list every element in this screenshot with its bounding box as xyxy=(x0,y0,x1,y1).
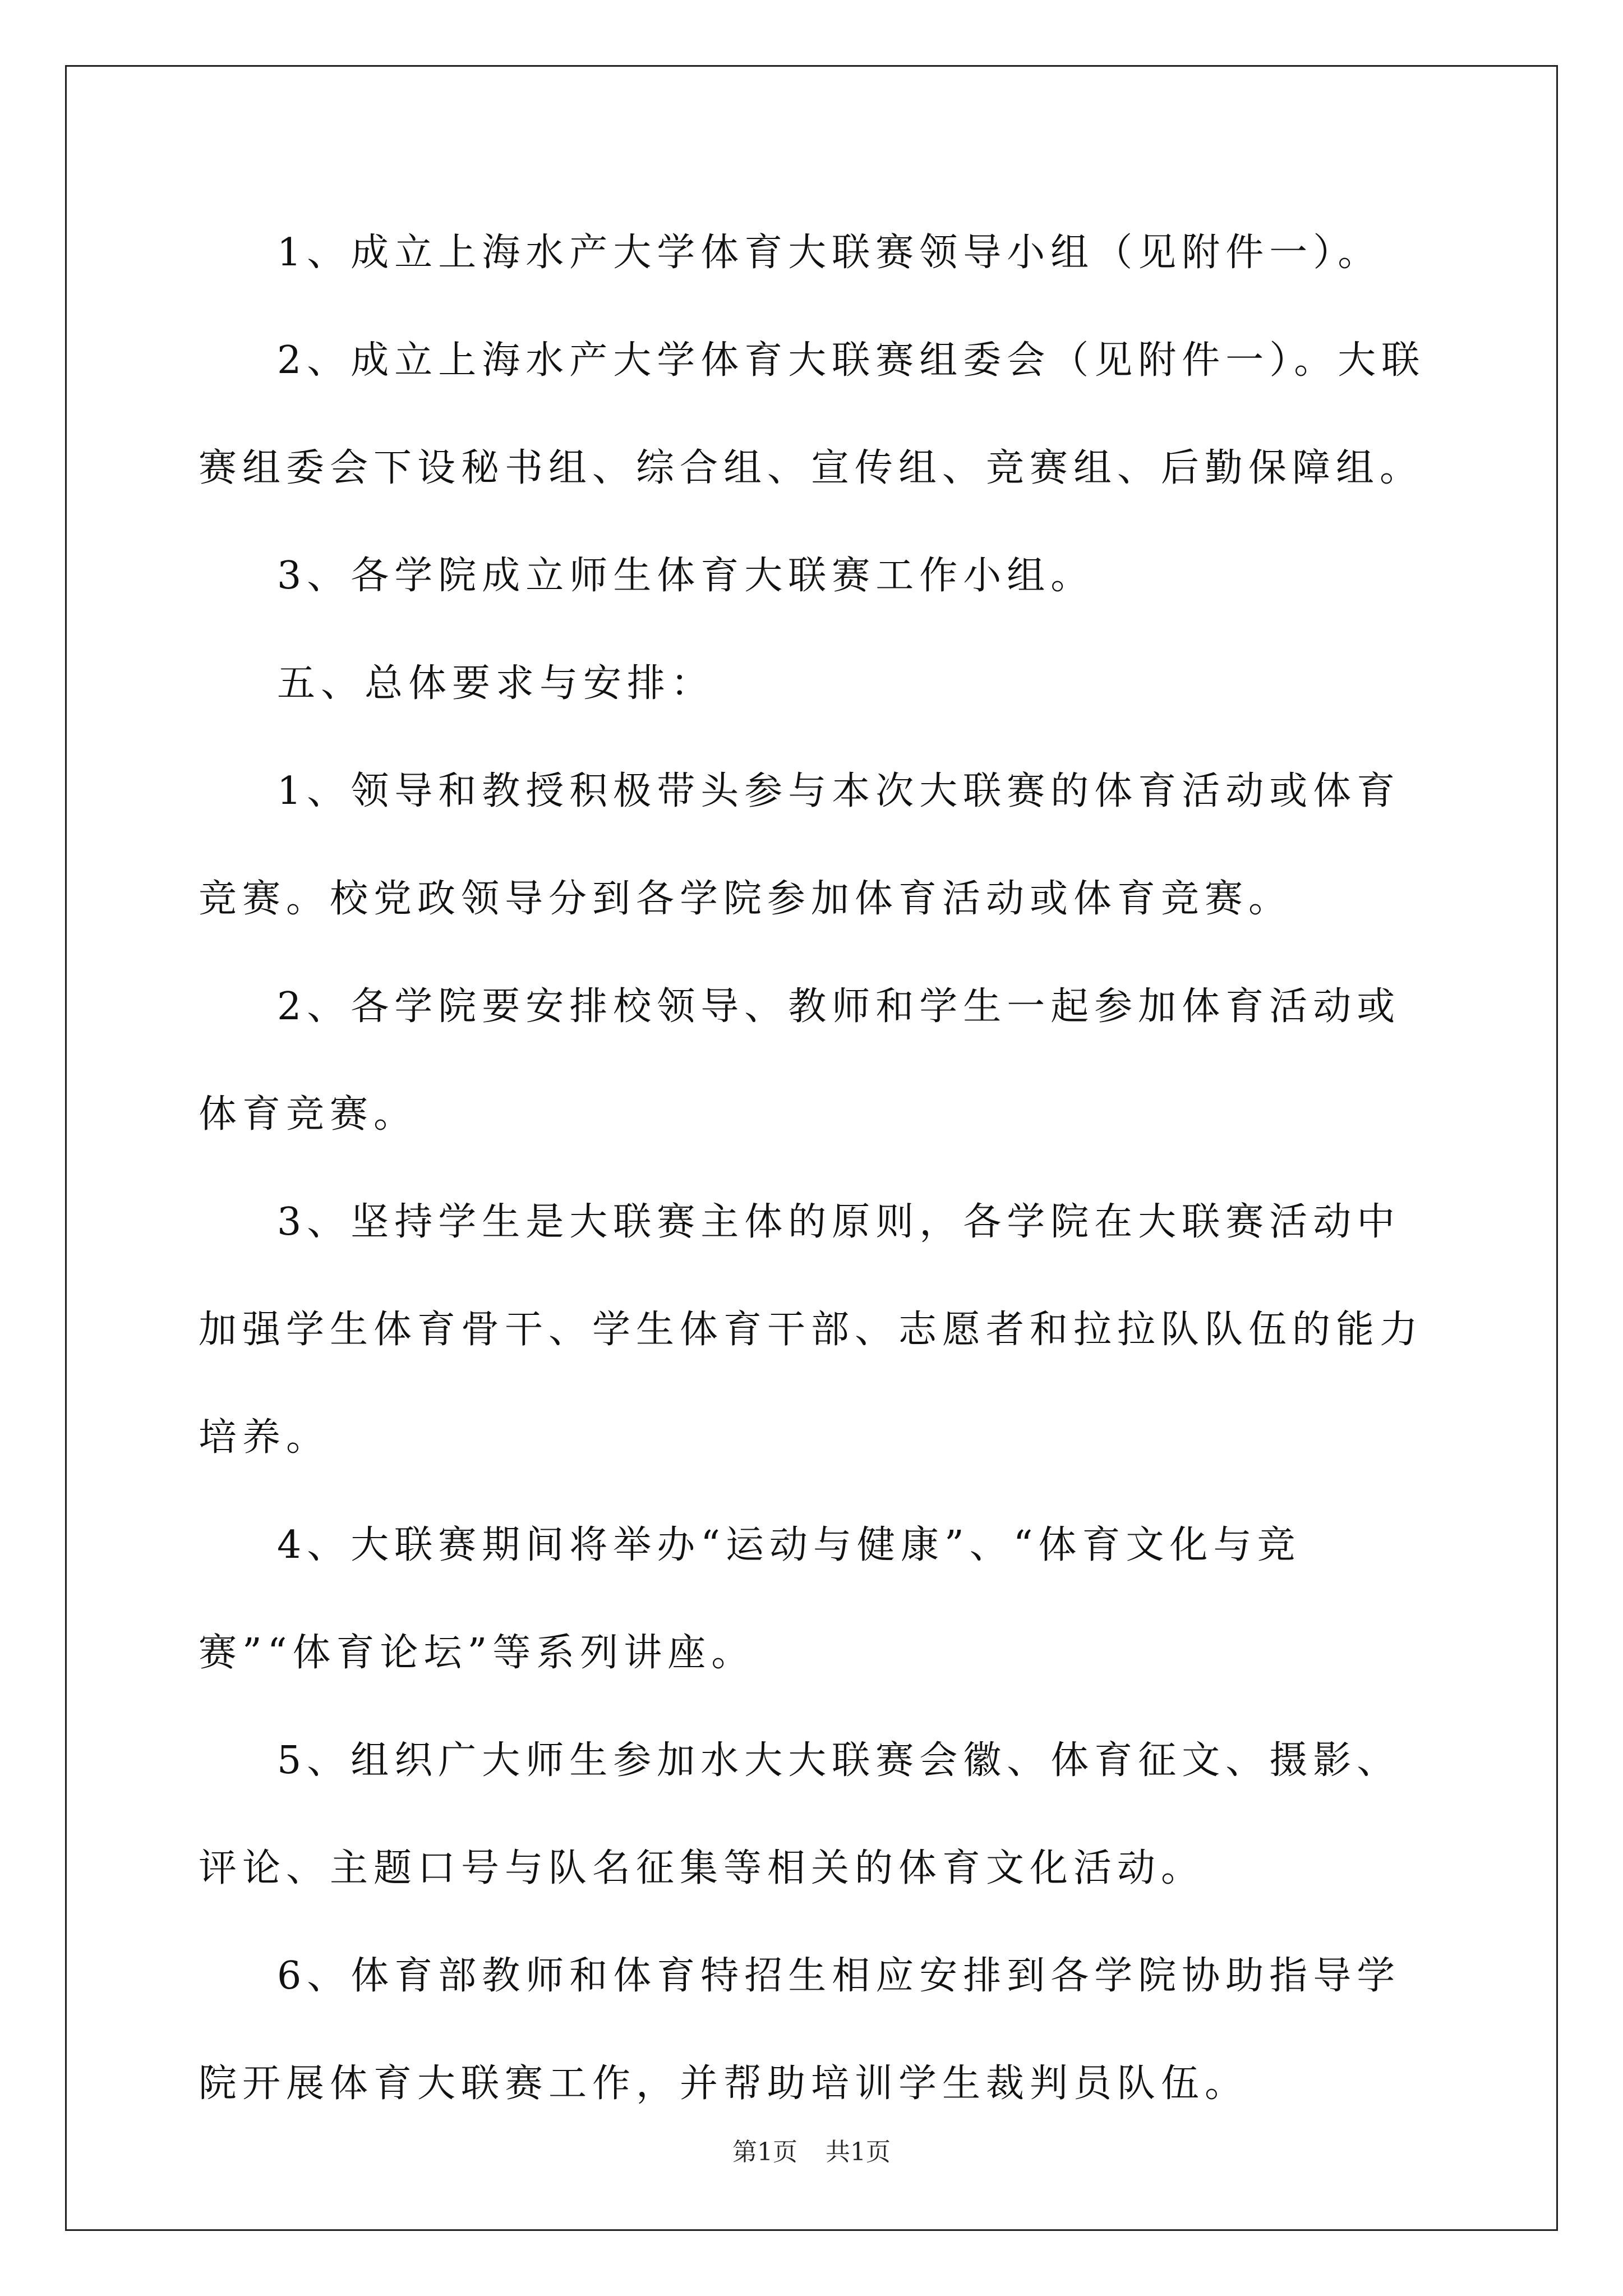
section-heading: 五、总体要求与安排： xyxy=(277,661,715,706)
paragraph-8: 4、大联赛期间将举办“运动与健康”、“体育文化与竞赛”“体育论坛”等系列讲座。 xyxy=(199,1523,1301,1675)
paragraph-3: 3、各学院成立师生体育大联赛工作小组。 xyxy=(277,554,1095,598)
document-body xyxy=(199,0,1432,2138)
paragraph-6: 2、各学院要安排校领导、教师和学生一起参加体育活动或体育竞赛。 xyxy=(199,984,1401,1137)
paragraph-5: 1、领导和教授积极带头参与本次大联赛的体育活动或体育竞赛。校党政领导分到各学院参加体育活动或体育竞赛。 xyxy=(199,769,1401,921)
page-number: 第1页 xyxy=(732,2138,797,2166)
paragraph-10: 6、体育部教师和体育特招生相应安排到各学院协助指导学院开展体育大联赛工作，并帮助培训学生裁判员队伍。 xyxy=(199,1954,1401,2106)
paragraph-9: 5、组织广大师生参加水大大联赛会徽、体育征文、摄影、评论、主题口号与队名征集等相关的体育文化活动。 xyxy=(199,1738,1401,1890)
page-footer xyxy=(0,2132,1623,2168)
paragraph-2: 2、成立上海水产大学体育大联赛组委会（见附件一）。大联赛组委会下设秘书组、综合组、宣传组、竞赛组、后勤保障组。 xyxy=(199,338,1426,490)
paragraph-1: 1、成立上海水产大学体育大联赛领导小组（见附件一）。 xyxy=(277,231,1382,275)
paragraph-7: 3、坚持学生是大联赛主体的原则，各学院在大联赛活动中加强学生体育骨干、学生体育干部、志愿者和拉拉队队伍的能力培养。 xyxy=(199,1200,1424,1460)
page-total: 共1页 xyxy=(826,2138,891,2166)
